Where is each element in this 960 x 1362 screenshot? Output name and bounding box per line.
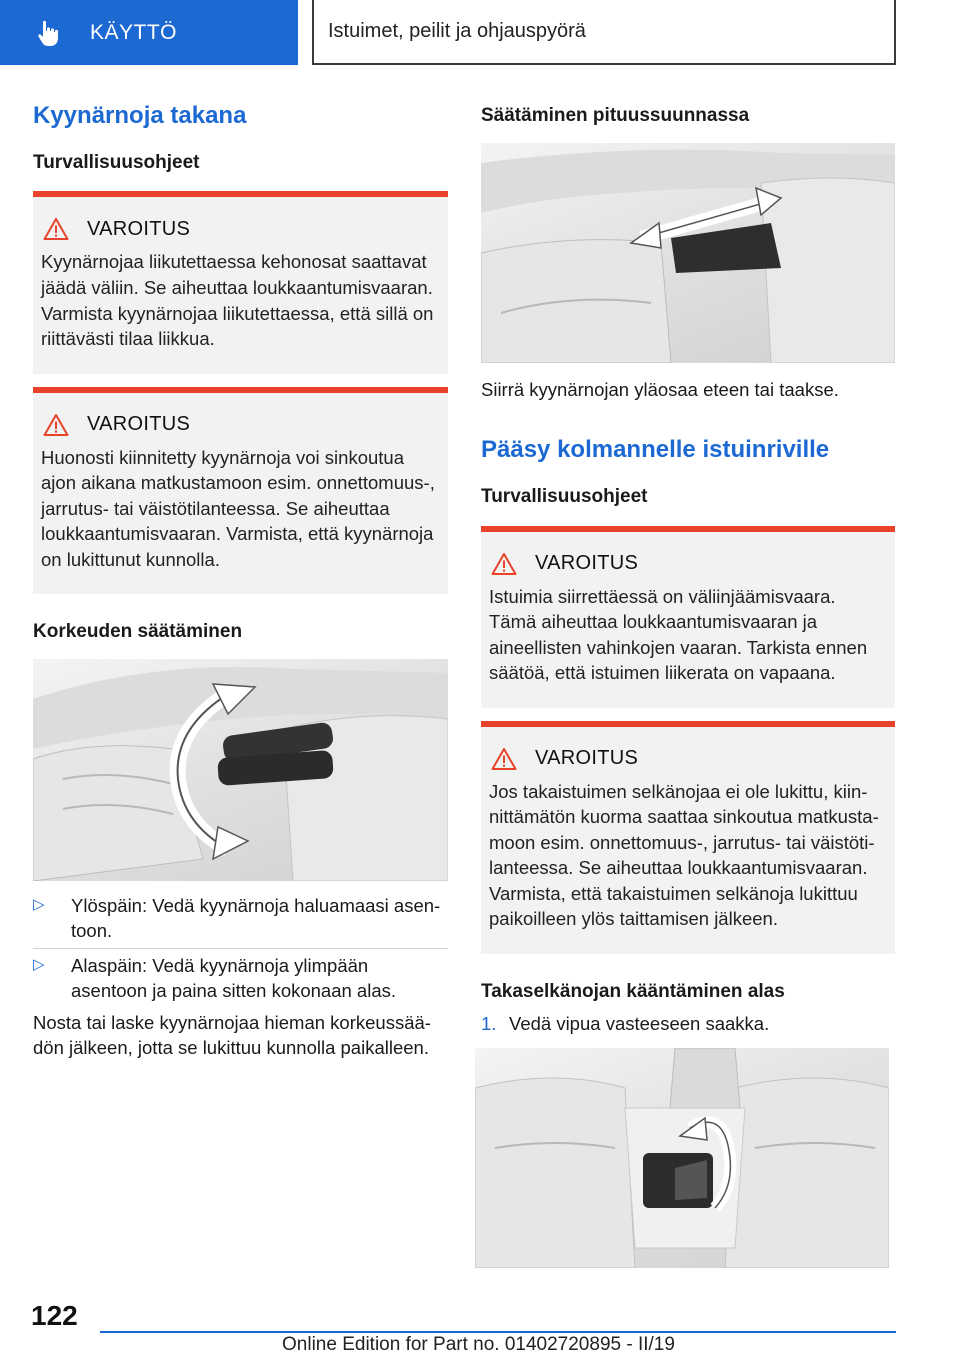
backrest-lever-drawing [475, 1048, 889, 1268]
chapter-title: Istuimet, peilit ja ohjauspyörä [312, 0, 896, 65]
warning-text: Kyynärnojaa liikutettaessa kehonosat saattavat jäädä väliin. Se aiheuttaa loukkaantumisvaaran. Varmista kyynärnojaa liikutettaessa, että sillä on riittävästi tilaa liikkua. [41, 251, 434, 350]
length-adjust-heading: Säätäminen pituussuunnassa [481, 105, 750, 126]
closing-paragraph: Nosta tai laske kyynärnojaa hieman korkeussäädön jälkeen, jotta se lukittuu kunnolla paikalleen. [33, 1011, 431, 1059]
height-adjust-heading: Korkeuden säätäminen [33, 621, 243, 643]
right-column [481, 96, 895, 1268]
section-tab[interactable] [0, 0, 298, 65]
divider [33, 948, 448, 949]
hand-pointer-icon [34, 18, 64, 48]
warning-triangle-icon [491, 552, 517, 576]
warning-title: VAROITUS [535, 747, 639, 770]
triangle-bullet-icon: ▷ [33, 955, 45, 973]
warning-box [33, 191, 448, 373]
armrest-length-illustration [481, 143, 895, 363]
list-item [33, 953, 448, 1004]
step-text: Vedä vipua vasteeseen saakka. [509, 1012, 770, 1034]
list-item-text: Ylöspäin: Vedä kyynärnoja haluamaasi asentoon. [71, 894, 441, 942]
page-number: 122 [31, 1300, 78, 1331]
warning-triangle-icon [491, 747, 517, 771]
warning-title: VAROITUS [87, 217, 191, 240]
warning-triangle-icon [43, 217, 69, 241]
armrest-height-drawing [33, 659, 448, 881]
warning-triangle-icon [43, 413, 69, 437]
safety-heading-left: Turvallisuusohjeet [33, 151, 200, 173]
warning-text: Jos takaistuimen selkänojaa ei ole lukittu, kiinnittämätön kuorma saattaa sinkoutua matkustamoon esim. onnettomuus-, jarrutus- tai väistötilanteessa. Se aiheuttaa loukkaantumisvaaran. Varmista, että takaistuimen selkänoja lukittuu paikoilleen ylös taittamisen jälkeen. [489, 780, 879, 930]
step-number: 1. [481, 1012, 497, 1034]
fold-heading: Takaselkänojan kääntäminen alas [481, 980, 785, 1002]
section-tab-label: KÄYTTÖ [90, 20, 178, 44]
third-row-heading: Pääsy kolmannelle istuinriville [481, 436, 830, 464]
list-item-text: Alaspäin: Vedä kyynärnoja ylimpään asentoon ja paina sitten kokonaan alas. [71, 954, 397, 1002]
warning-box [33, 387, 448, 595]
edition-note: Online Edition for Part no. 01402720895 - II/19 [282, 1334, 675, 1355]
armrest-height-illustration [33, 659, 448, 881]
safety-heading-right: Turvallisuusohjeet [481, 486, 648, 507]
list-item [481, 1011, 895, 1037]
footer-divider [100, 1331, 896, 1333]
armrest-length-drawing [481, 143, 895, 363]
left-column [33, 96, 448, 1061]
length-caption: Siirrä kyynärnojan yläosaa eteen tai taakse. [481, 378, 839, 400]
warning-text: Huonosti kiinnitetty kyynärnoja voi sinkoutua ajon aikana matkustamoon esim. onnettomuus-, jarrutus- tai väistötilanteessa. Se aiheuttaa loukkaantumisvaaran. Varmista, että kyynärnoja on lukittunut kunnolla. [41, 446, 435, 570]
warning-title: VAROITUS [87, 413, 191, 436]
warning-title: VAROITUS [535, 552, 639, 575]
armrest-heading: Kyynärnoja takana [33, 102, 247, 129]
backrest-lever-illustration [475, 1048, 889, 1268]
warning-box [481, 721, 895, 954]
warning-box [481, 526, 895, 708]
warning-text: Istuimia siirrettäessä on väliinjäämisvaara. Tämä aiheuttaa loukkaantumisvaaran ja aineellisten vahinkojen vaaran. Tarkista ennen säätöä, että istuimen liikerata on vapaana. [489, 585, 868, 684]
triangle-bullet-icon: ▷ [33, 895, 45, 913]
list-item [33, 893, 448, 944]
